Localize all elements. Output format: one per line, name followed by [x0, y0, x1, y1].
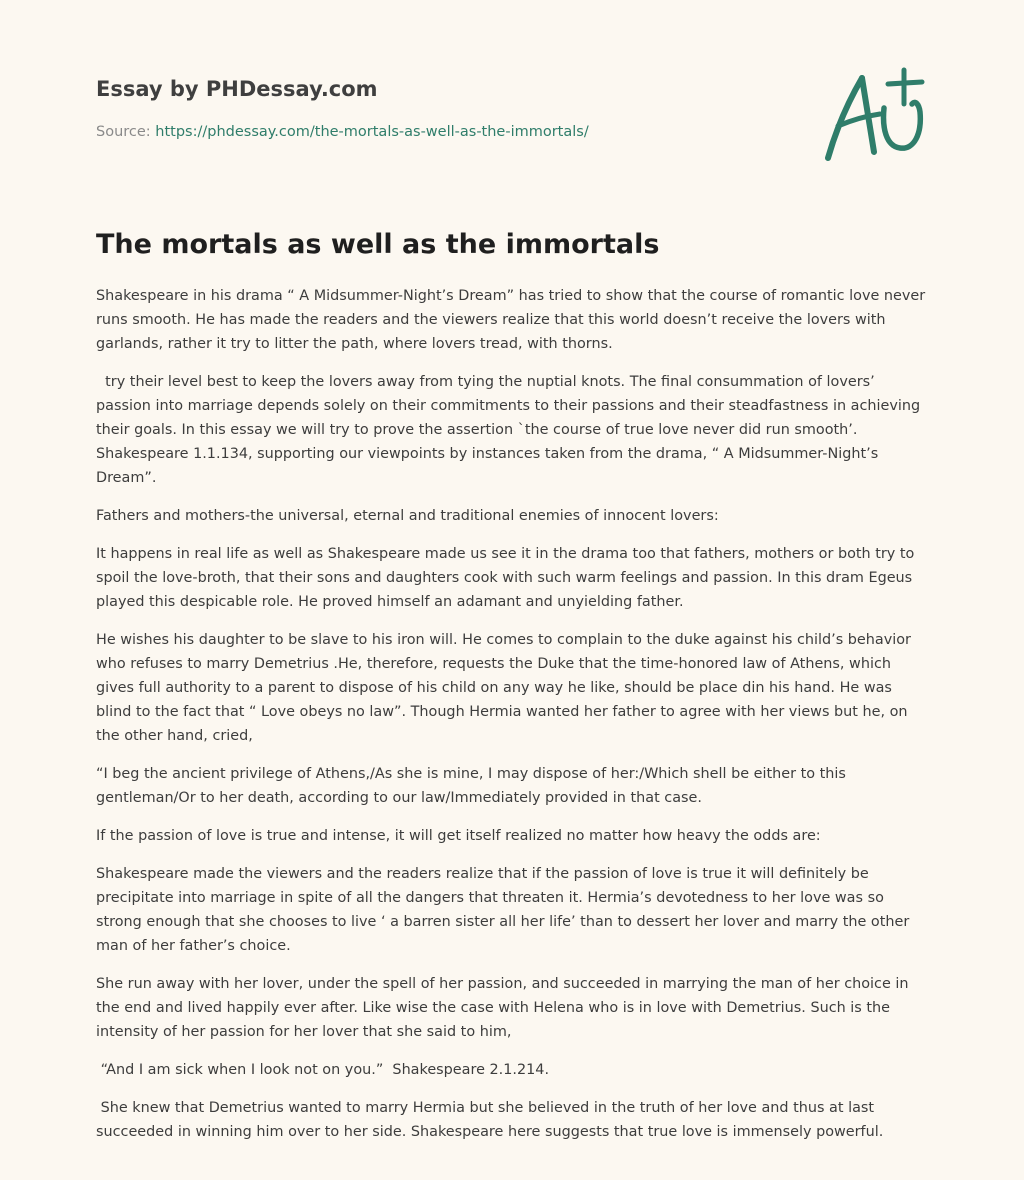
paragraph: If the passion of love is true and intense, it will get itself realized no matter how heavy the odds are:	[96, 828, 821, 844]
paragraph: She knew that Demetrius wanted to marry Hermia but she believed in the truth of her love and thus at last succeeded in winning him over to her side. Shakespeare here suggests that true love is immensely powerful.	[96, 1100, 884, 1140]
paragraph: Fathers and mothers-the universal, eternal and traditional enemies of innocent lovers:	[96, 508, 719, 524]
paragraph: She run away with her lover, under the spell of her passion, and succeeded in marrying the man of her choice in the end and lived happily ever after. Like wise the case with Helena who is in love with Demetrius. Such is the intensity of her passion for her lover that she said to him,	[96, 976, 914, 1040]
paragraph: “I beg the ancient privilege of Athens,/As she is mine, I may dispose of her:/Which shell be either to this gentleman/Or to her death, according to our law/Immediately provided in that case.	[96, 766, 851, 806]
paragraph: It happens in real life as well as Shakespeare made us see it in the drama too that fathers, mothers or both try to spoil the love-broth, that their sons and daughters cook with such warm feelings and passion. In this dram Egeus played this despicable role. He proved himself an adamant and unyielding father.	[96, 546, 919, 610]
paragraph: Shakespeare in his drama “ A Midsummer-Night’s Dream” has tried to show that the course of romantic love never runs smooth. He has made the readers and the viewers realize that this world doesn’t receive the lovers with garlands, rather it try to litter the path, where lovers tread, with thorns.	[96, 288, 930, 352]
essay-body	[96, 284, 928, 1158]
paragraph: “And I am sick when I look not on you.” Shakespeare 2.1.214.	[96, 1062, 550, 1078]
paragraph: Shakespeare made the viewers and the readers realize that if the passion of love is true it will definitely be precipitate into marriage in spite of all the dangers that threaten it. Hermia’s devotedness to her love was so strong enough that she chooses to live ‘ a barren sister all her life’ than to dessert her lover and marry the other man of her father’s choice.	[96, 866, 914, 954]
brand-name: Essay by PHDessay.com	[96, 77, 378, 101]
a-plus-logo-icon	[818, 64, 930, 168]
paragraph: try their level best to keep the lovers away from tying the nuptial knots. The final consummation of lovers’ passion into marriage depends solely on their commitments to their passions and their steadfastness in achieving their goals. In this essay we will try to prove the assertion `the course of true love never did run smooth’. Shakespeare 1.1.134, supporting our viewpoints by instances taken from the drama, “ A Midsummer-Night’s Dream”.	[96, 374, 925, 486]
paragraph: He wishes his daughter to be slave to his iron will. He comes to complain to the duke against his child’s behavior who refuses to marry Demetrius .He, therefore, requests the Duke that the time-honored law of Athens, which gives full authority to a parent to dispose of his child on any way he like, should be place din his hand. He was blind to the fact that “ Love obeys no law”. Though Hermia wanted her father to agree with her views but he, on the other hand, cried,	[96, 632, 916, 744]
source-label: Source:	[96, 124, 156, 140]
essay-title: The mortals as well as the immortals	[96, 229, 660, 260]
source-line	[96, 124, 589, 140]
source-link[interactable]: https://phdessay.com/the-mortals-as-well-as-the-immortals/	[155, 124, 589, 140]
page-header	[96, 74, 926, 140]
